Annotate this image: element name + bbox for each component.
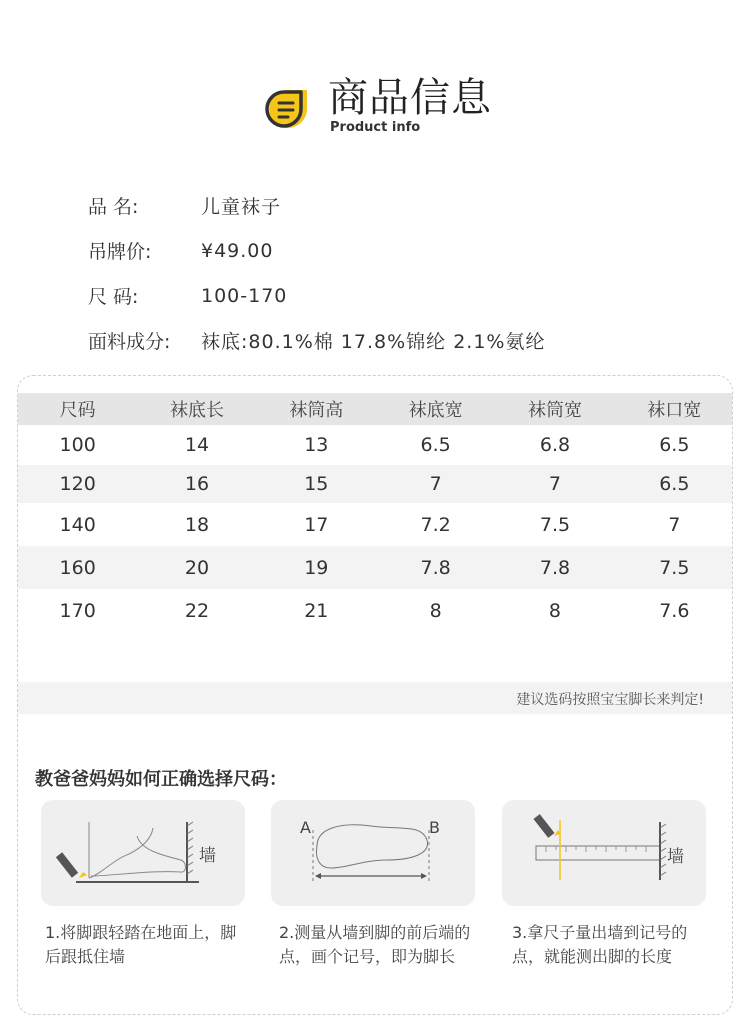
table-cell: 6.8 (539, 434, 571, 456)
foot-length-measure-icon (271, 800, 475, 906)
info-row-price (88, 228, 728, 273)
table-cell: 8 (429, 599, 442, 622)
table-cell: 8 (548, 599, 562, 622)
info-value: 儿童袜子 (201, 196, 282, 218)
table-cell: 18 (184, 513, 210, 536)
table-cell: 7.5 (539, 513, 571, 536)
table-cell: 6.5 (659, 473, 690, 495)
info-label: 尺 码: (88, 286, 139, 308)
table-cell: 7.2 (420, 513, 451, 536)
table-row (18, 546, 733, 589)
product-info-list (88, 183, 728, 363)
step-2-text: 2.测量从墙到脚的前后端的点，画个记号，即为脚长 (279, 923, 471, 966)
size-table (18, 393, 733, 632)
document-list-icon (264, 86, 312, 132)
table-cell: 7 (668, 513, 681, 536)
table-cell: 140 (59, 513, 96, 536)
table-row (18, 425, 733, 465)
info-value: ¥49.00 (201, 239, 274, 262)
step-3-illustration (502, 800, 706, 906)
size-tip-bar (18, 682, 733, 714)
page-subtitle: Product info (330, 120, 421, 135)
table-header-row (18, 393, 733, 425)
table-cell: 22 (184, 599, 210, 622)
size-tip-text: 建议选码按照宝宝脚长来判定! (516, 692, 704, 708)
info-row-material (88, 318, 728, 363)
table-header-cell: 袜口宽 (647, 400, 702, 421)
step-1-illustration (41, 800, 245, 906)
table-cell: 7.8 (539, 556, 571, 579)
table-cell: 19 (304, 556, 329, 579)
table-cell: 7.8 (420, 556, 451, 579)
info-label: 吊牌价: (88, 241, 152, 263)
table-row (18, 465, 733, 503)
table-cell: 16 (184, 473, 210, 495)
point-b-label: B (429, 818, 440, 837)
table-cell: 7 (548, 473, 562, 495)
table-header-cell: 袜筒高 (289, 400, 344, 421)
table-cell: 20 (184, 556, 210, 579)
table-header-cell: 袜筒宽 (527, 400, 582, 421)
wall-label: 墙 (199, 846, 216, 866)
section-header (264, 70, 524, 140)
table-cell: 160 (59, 556, 96, 579)
table-cell: 120 (59, 473, 96, 495)
table-header-cell: 袜底长 (169, 400, 224, 421)
table-cell: 17 (304, 513, 329, 536)
table-header-cell: 袜底宽 (408, 400, 463, 421)
table-cell: 14 (184, 434, 210, 456)
table-row (18, 589, 733, 632)
table-cell: 7.5 (659, 556, 690, 579)
guide-title: 教爸爸妈妈如何正确选择尺码： (35, 769, 287, 790)
table-cell: 15 (304, 473, 329, 495)
table-cell: 13 (304, 434, 329, 456)
info-label: 面料成分: (88, 331, 171, 353)
info-row-size (88, 273, 728, 318)
info-value: 100-170 (201, 284, 288, 307)
table-cell: 21 (304, 599, 329, 622)
step-2-illustration (271, 800, 475, 906)
table-cell: 100 (59, 434, 96, 456)
size-guide-card (17, 375, 733, 1015)
step-1-text: 1.将脚跟轻踏在地面上，脚后跟抵住墙 (45, 923, 237, 966)
table-cell: 6.5 (659, 434, 690, 456)
point-a-label: A (300, 818, 311, 837)
info-value: 袜底:80.1%棉 17.8%锦纶 2.1%氨纶 (201, 331, 546, 353)
step-3-text: 3.拿尺子量出墙到记号的点，就能测出脚的长度 (512, 923, 688, 966)
table-header-cell: 尺码 (59, 400, 96, 421)
info-row-name (88, 183, 728, 228)
table-cell: 7 (429, 473, 442, 495)
table-cell: 170 (59, 599, 96, 622)
table-cell: 6.5 (420, 434, 451, 456)
wall-label: 墙 (667, 847, 684, 867)
table-row (18, 503, 733, 546)
table-cell: 7.6 (659, 599, 690, 622)
page-title: 商品信息 (328, 75, 492, 121)
info-label: 品 名: (88, 196, 139, 218)
